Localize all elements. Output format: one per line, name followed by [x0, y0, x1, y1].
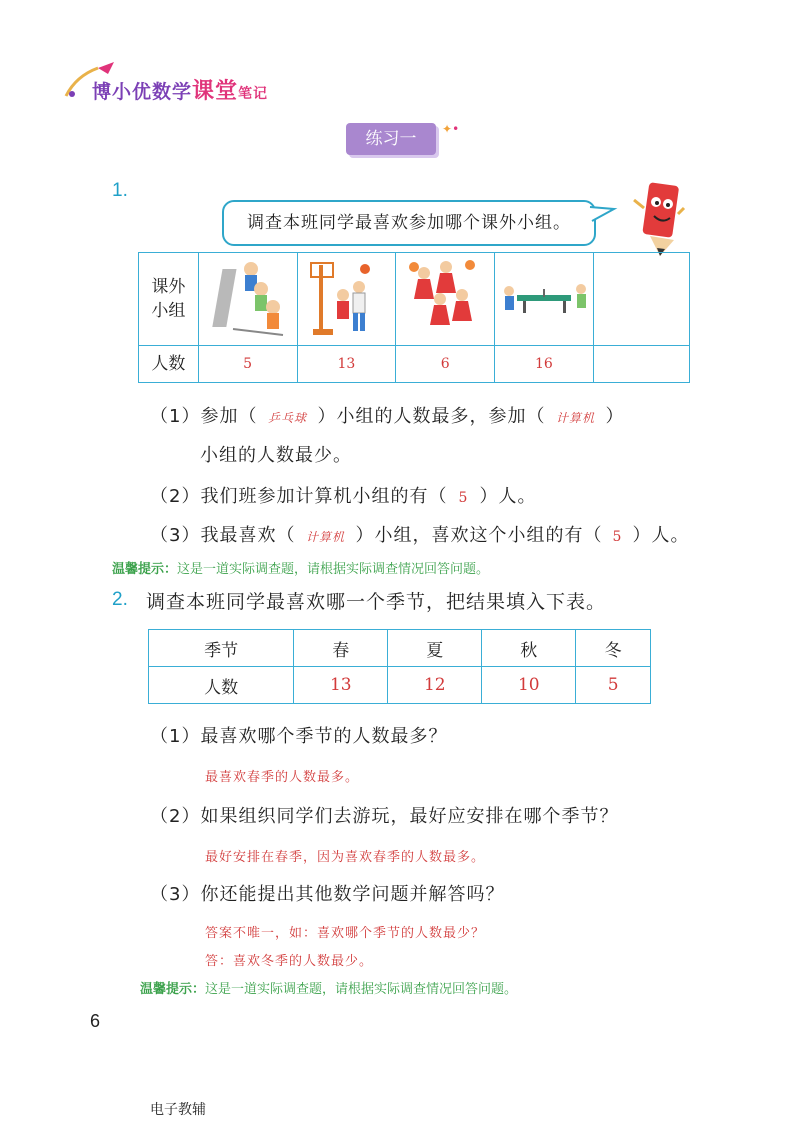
speech-bubble-tail — [588, 205, 618, 225]
row-header-group-line2: 小组 — [151, 301, 186, 321]
cell-table-tennis — [495, 253, 594, 346]
sparkle-icon: ✦• — [442, 122, 460, 136]
cell-blank — [593, 253, 689, 346]
season-table — [148, 629, 651, 704]
season-header-summer: 夏 — [388, 630, 482, 667]
season-header-spring: 春 — [294, 630, 388, 667]
season-header-autumn: 秋 — [482, 630, 576, 667]
q2-sub1: （1）最喜欢哪个季节的人数最多？ — [150, 726, 448, 747]
brand-small: 笔记 — [238, 86, 269, 102]
q2-sub3: （3）你还能提出其他数学问题并解答吗？ — [150, 884, 505, 905]
row-header-group — [139, 253, 199, 346]
cell-basketball — [297, 253, 396, 346]
brand-accent: 课堂 — [192, 79, 239, 104]
q1-sub2-answer: 5 — [458, 490, 469, 506]
basketball-icon — [301, 255, 391, 339]
count-blank — [593, 346, 689, 383]
q1-sub1-line1 — [150, 402, 624, 428]
row-header-count: 人数 — [139, 346, 199, 383]
computer-group-icon — [203, 255, 293, 339]
q1-sub1-answer1: 乒乓球 — [267, 411, 307, 425]
activity-table — [138, 252, 690, 383]
q2-sub1-answer: 最喜欢春季的人数最多。 — [205, 770, 360, 785]
count-basketball: 13 — [297, 346, 396, 383]
count-autumn: 10 — [482, 667, 576, 704]
q1-sub2-text-b: ）人。 — [479, 486, 537, 507]
count-table-tennis: 16 — [495, 346, 594, 383]
q2-tip — [140, 978, 517, 997]
dance-group-icon — [400, 255, 490, 339]
q1-tip-label: 温馨提示： — [112, 562, 178, 577]
footer-text: 电子教辅 — [150, 1102, 206, 1118]
q1-sub3-answer2: 5 — [612, 529, 623, 545]
q1-sub1-text-c: ） — [605, 406, 625, 427]
q1-sub1-line2: 小组的人数最少。 — [200, 445, 352, 466]
table-row — [149, 630, 651, 667]
q2-sub3-answer-2: 答：喜欢冬季的人数最少。 — [205, 954, 374, 969]
q1-sub3-text-a: （3）我最喜欢（ — [150, 525, 296, 546]
season-header-winter: 冬 — [576, 630, 651, 667]
table-row — [139, 253, 690, 346]
count-computer: 5 — [198, 346, 297, 383]
season-header-label: 季节 — [149, 630, 294, 667]
table-row — [149, 667, 651, 704]
q1-sub3-text-b: ）小组，喜欢这个小组的有（ — [355, 525, 603, 546]
question-2-number: 2. — [112, 589, 128, 610]
q1-tip — [112, 558, 489, 577]
q1-sub1-text-b: ）小组的人数最多，参加（ — [317, 406, 546, 427]
page-number: 6 — [90, 1011, 101, 1031]
count-spring: 13 — [294, 667, 388, 704]
section-title: 练习一 — [346, 123, 436, 155]
q1-sub2 — [150, 482, 536, 508]
q1-sub3-answer1: 计算机 — [305, 530, 345, 544]
q2-sub3-answer-1: 答案不唯一，如：喜欢哪个季节的人数最少？ — [205, 926, 486, 941]
q2-sub2-answer: 最好安排在春季，因为喜欢春季的人数最多。 — [205, 850, 486, 865]
q1-sub2-text-a: （2）我们班参加计算机小组的有（ — [150, 486, 448, 507]
count-winter: 5 — [576, 667, 651, 704]
question-2-prompt: 调查本班同学最喜欢哪一个季节，把结果填入下表。 — [146, 591, 607, 613]
table-tennis-icon — [499, 255, 589, 339]
cell-dance — [396, 253, 495, 346]
q2-tip-text: 这是一道实际调查题，请根据实际调查情况回答问题。 — [205, 982, 518, 997]
q1-sub1-text-a: （1）参加（ — [150, 406, 258, 427]
q1-sub3 — [150, 521, 689, 547]
count-dance: 6 — [396, 346, 495, 383]
q1-sub1-answer2: 计算机 — [555, 411, 595, 425]
speech-bubble: 调查本班同学最喜欢参加哪个课外小组。 — [222, 200, 596, 246]
question-1-number: 1. — [112, 180, 128, 201]
q1-tip-text: 这是一道实际调查题，请根据实际调查情况回答问题。 — [177, 562, 490, 577]
season-count-label: 人数 — [149, 667, 294, 704]
q2-tip-label: 温馨提示： — [140, 982, 206, 997]
q1-sub3-text-c: ）人。 — [632, 525, 690, 546]
row-header-group-line1: 课外 — [151, 277, 186, 297]
table-row — [139, 346, 690, 383]
brand-title — [92, 74, 268, 105]
cell-computer — [198, 253, 297, 346]
pencil-mascot-icon — [624, 178, 694, 256]
q2-sub2: （2）如果组织同学们去游玩，最好应安排在哪个季节？ — [150, 806, 619, 827]
count-summer: 12 — [388, 667, 482, 704]
brand-main: 博小优数学 — [92, 81, 193, 103]
